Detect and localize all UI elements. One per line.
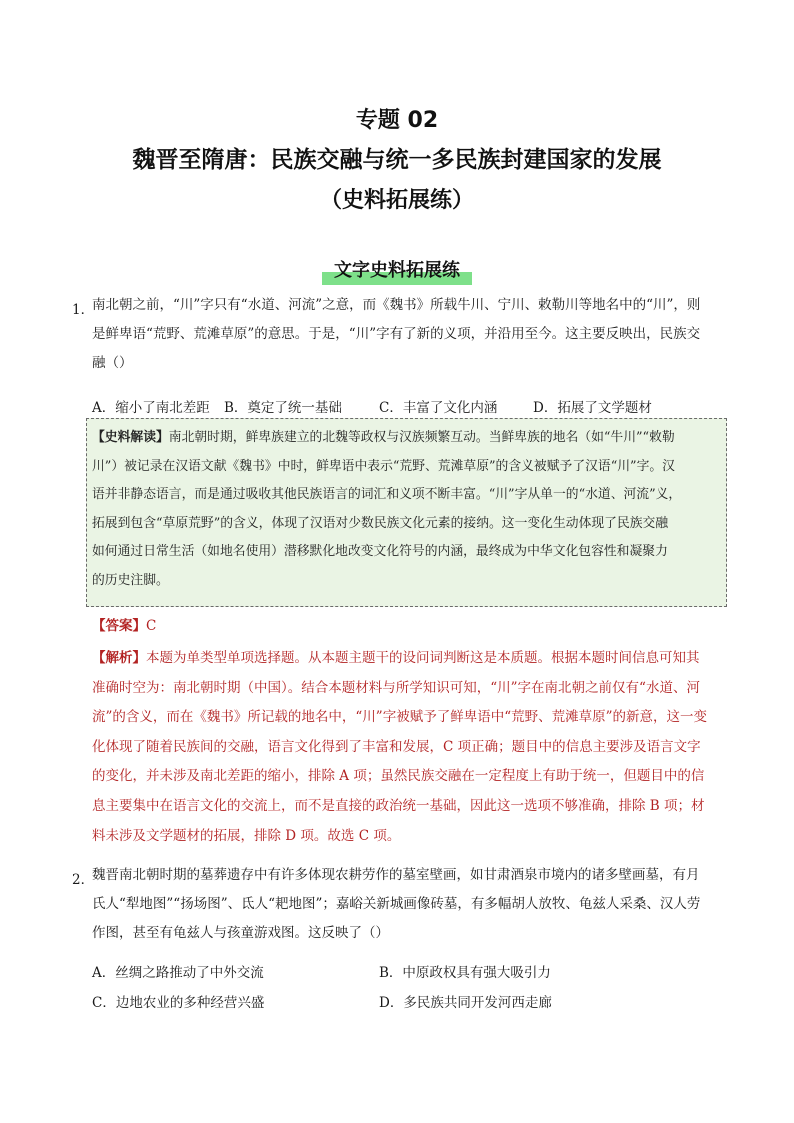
page-title: 魏晋至隋唐：民族交融与统一多民族封建国家的发展 <box>132 147 662 173</box>
analysis-line: 息主要集中在语言文化的交流上，而不是直接的政治统一基础，因此这一选项不够准确，排除 B 项；材 <box>92 797 705 814</box>
section-heading <box>0 256 794 282</box>
interpretation-line: 的历史注脚。 <box>92 572 169 588</box>
analysis-line <box>92 644 707 674</box>
question-1-option-d: D．拓展了文学题材 <box>533 400 652 416</box>
question-2-stem <box>92 861 700 948</box>
analysis-line: 料未涉及文学题材的拓展，排除 D 项。故选 C 项。 <box>92 827 401 844</box>
analysis-line: 化体现了随着民族间的交融，语言文化得到了丰富和发展，C 项正确；题目中的信息主要涉及语言文字 <box>92 738 701 755</box>
interpretation-line <box>92 424 722 453</box>
analysis-line: 的变化，并未涉及南北差距的缩小，排除 A 项；虽然民族交融在一定程度上有助于统一，但题目中的信 <box>92 768 705 785</box>
question-1-stem-line: 融（） <box>92 355 133 371</box>
analysis <box>92 644 707 851</box>
analysis-label: 【解析】 <box>92 650 146 666</box>
question-2-stem-line: 氏人“犁地图”“扬场图”、氐人“耙地图”；嘉峪关新城画像砖墓，有多幅胡人放牧、龟兹人采桑、汉人劳 <box>92 896 701 912</box>
interpretation-label: 【史料解读】 <box>92 430 169 445</box>
question-1-stem <box>92 291 700 378</box>
question-1-option-c: C．丰富了文化内涵 <box>379 400 498 416</box>
question-2-option-a: A．丝绸之路推动了中外交流 <box>92 965 264 981</box>
interpretation-text <box>92 424 722 596</box>
interpretation-line: 语并非静态语言，而是通过吸收其他民族语言的词汇和义项不断丰富。“川”字从单一的“水道、河流”义， <box>92 487 682 503</box>
question-2-option-d: D．多民族共同开发河西走廊 <box>379 995 552 1011</box>
topic-number: 专题 02 <box>355 108 439 133</box>
interpretation-line: 川”）被记录在汉语文献《魏书》中时，鲜卑语中表示“荒野、荒滩草原”的含义被赋予了汉语“川”字。汉 <box>92 458 675 474</box>
question-1-stem-line: 南北朝之前，“川”字只有“水道、河流”之意，而《魏书》所载牛川、宁川、敕勒川等地名中的“川”，则 <box>92 297 701 313</box>
interpretation-line-text: 南北朝时期，鲜卑族建立的北魏等政权与汉族频繁互动。当鲜卑族的地名（如“牛川”“敕勒 <box>168 430 675 445</box>
answer-label: 【答案】 <box>92 618 146 634</box>
interpretation-line: 拓展到包含“草原荒野”的含义，体现了汉语对少数民族文化元素的接纳。这一变化生动体现了民族交融 <box>92 515 669 531</box>
question-2-option-c: C．边地农业的多种经营兴盛 <box>92 995 265 1011</box>
answer-value: C <box>146 618 157 634</box>
question-2-stem-line: 魏晋南北朝时期的墓葬遗存中有许多体现农耕劳作的墓室壁画，如甘肃酒泉市境内的诸多壁画墓，有月 <box>92 867 700 883</box>
question-1-option-b: B．奠定了统一基础 <box>224 400 342 416</box>
analysis-line: 流”的含义，而在《魏书》所记载的地名中，“川”字被赋予了鲜卑语中“荒野、荒滩草原”的新意，这一变 <box>92 709 708 726</box>
page-subtitle: （史料拓展练） <box>319 188 474 213</box>
question-1-option-a: A．缩小了南北差距 <box>92 400 210 416</box>
section-title-text: 文字史料拓展练 <box>334 260 460 281</box>
question-2-option-b: B．中原政权具有强大吸引力 <box>379 965 551 981</box>
question-1-stem-line: 是鲜卑语“荒野、荒滩草原”的意思。于是，“川”字有了新的义项，并沿用至今。这主要反映出，民族交 <box>92 326 701 342</box>
question-1-number: 1． <box>72 302 95 318</box>
interpretation-line: 如何通过日常生活（如地名使用）潜移默化地改变文化符号的内涵，最终成为中华文化包容性和凝聚力 <box>92 544 668 560</box>
question-2-number: 2． <box>72 872 95 888</box>
analysis-line: 准确时空为：南北朝时期（中国）。结合本题材料与所学知识可知，“川”字在南北朝之前仅有“水道、河 <box>92 679 700 696</box>
analysis-line-text: 本题为单类型单项选择题。从本题主题干的设问词判断这是本质题。根据本题时间信息可知其 <box>146 650 700 666</box>
question-2-stem-line: 作图，甚至有龟兹人与孩童游戏图。这反映了（） <box>92 925 389 941</box>
section-title <box>322 256 472 282</box>
answer <box>92 614 156 634</box>
